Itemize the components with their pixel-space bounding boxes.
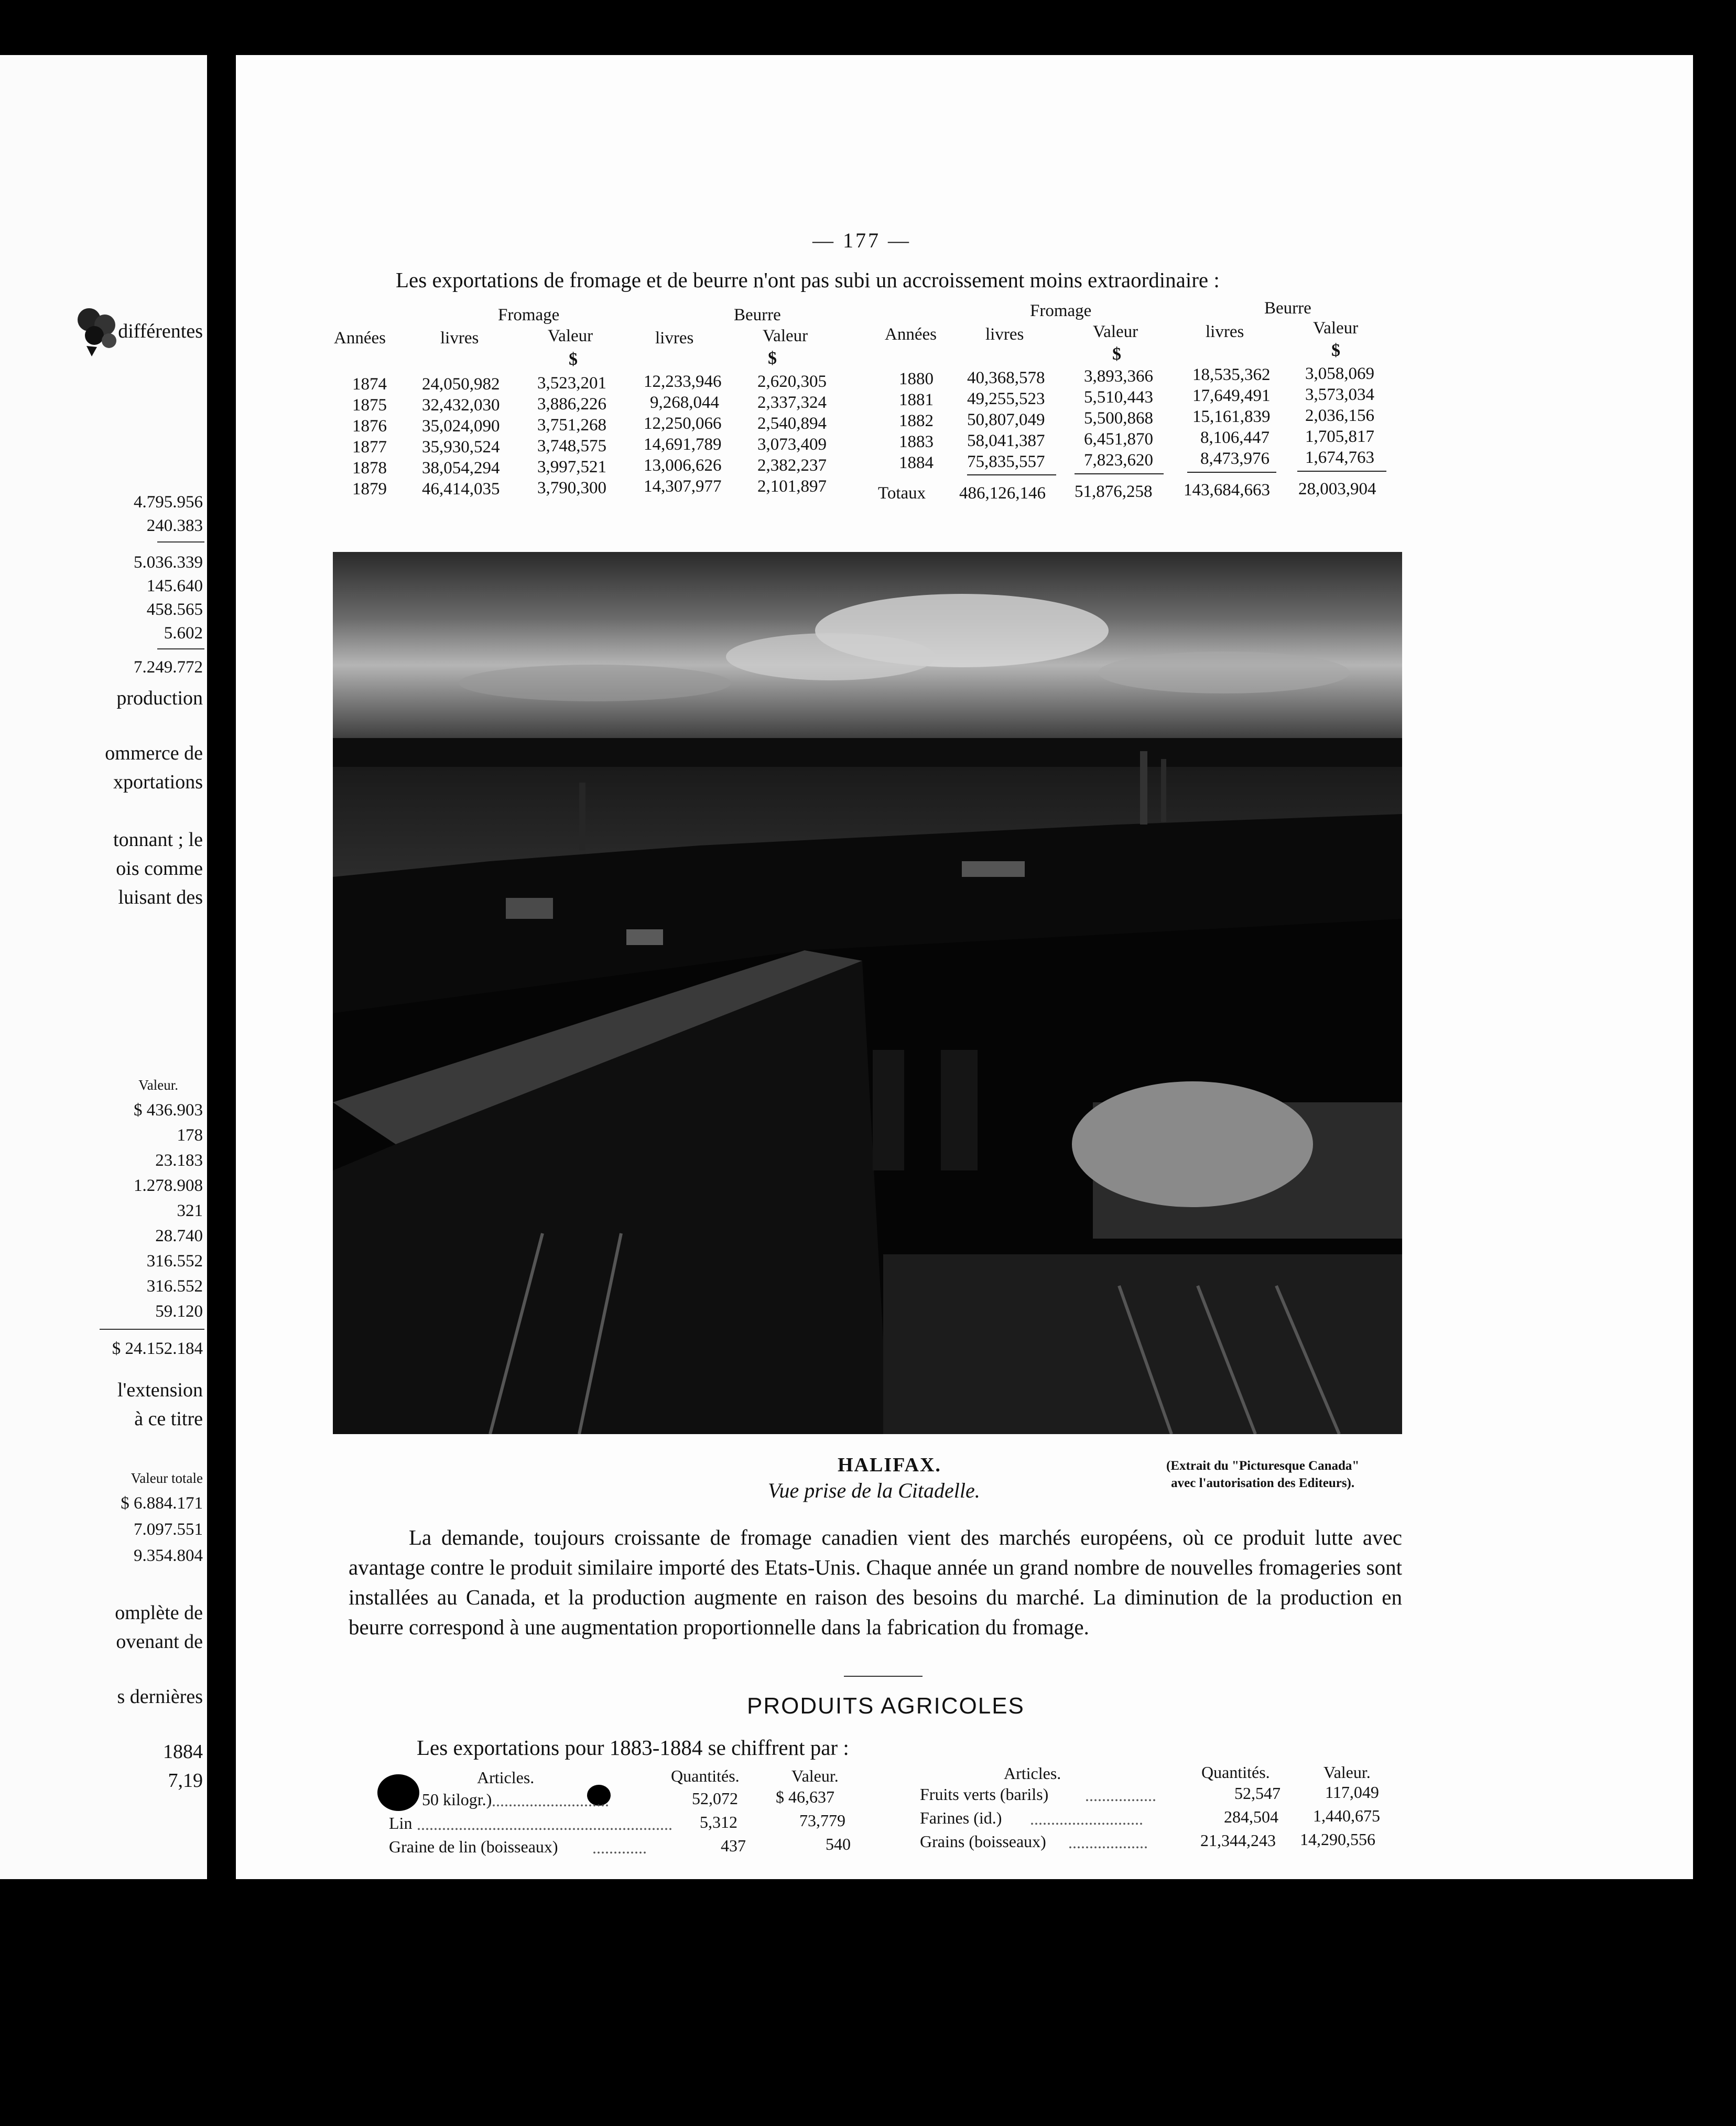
- table-cell: 1,674,763: [1305, 448, 1374, 467]
- table-cell-year: 1884: [899, 453, 934, 472]
- total-cell: 28,003,904: [1298, 480, 1376, 498]
- left-column-header: Valeur.: [138, 1077, 178, 1093]
- dot-leader: .............................................................: [417, 1815, 672, 1834]
- column-header-valeur: Valeur.: [1323, 1763, 1371, 1782]
- body-paragraph: [349, 1523, 1402, 1642]
- table-cell-quantite: 5,312: [700, 1813, 737, 1831]
- flower-ornament-icon: [68, 304, 126, 367]
- group-header-beurre: Beurre: [1264, 299, 1311, 318]
- table-cell-valeur: 73,779: [799, 1811, 845, 1830]
- dollar-sign: $: [569, 350, 578, 369]
- left-number: $ 6.884.171: [121, 1494, 203, 1513]
- left-number: 240.383: [146, 516, 203, 535]
- table-cell: 14,307,977: [644, 477, 722, 496]
- table-cell-article: 50 kilogr.): [422, 1790, 492, 1809]
- left-number: 7.249.772: [134, 658, 203, 677]
- photo-credit-line: avec l'autorisation des Editeurs).: [1171, 1476, 1355, 1490]
- section-heading: PRODUITS AGRICOLES: [747, 1693, 1025, 1719]
- table-cell: 3,748,575: [537, 437, 606, 455]
- group-header-beurre: Beurre: [734, 306, 781, 324]
- left-number: 9.354.804: [134, 1546, 203, 1565]
- left-number: 321: [177, 1201, 203, 1220]
- left-text-line: 7,19: [168, 1770, 203, 1792]
- main-page: [236, 55, 1693, 1879]
- left-text-line: à ce titre: [134, 1408, 203, 1430]
- table-cell-year: 1880: [899, 370, 934, 388]
- table-cell: 32,432,030: [422, 396, 500, 415]
- table-cell-quantite: 21,344,243: [1200, 1831, 1276, 1850]
- section-divider: [844, 1676, 923, 1677]
- column-header-valeur: Valeur: [548, 327, 593, 345]
- photo-artwork: [333, 552, 1402, 1434]
- table-cell-valeur: $ 46,637: [776, 1787, 834, 1806]
- column-header-valeur: Valeur: [763, 327, 808, 345]
- table-cell: 35,930,524: [422, 438, 500, 457]
- table-cell-year: 1874: [352, 375, 387, 394]
- table-cell: 18,535,362: [1192, 365, 1271, 384]
- left-text-line: tonnant ; le: [113, 829, 203, 851]
- column-header-valeur: Valeur: [1313, 319, 1359, 338]
- dollar-sign: $: [1331, 341, 1340, 360]
- table-cell: 75,835,557: [967, 452, 1045, 471]
- sum-rule: [1187, 472, 1276, 473]
- table-cell-year: 1881: [899, 391, 934, 409]
- table-cell: 8,473,976: [1200, 449, 1270, 468]
- table-cell: 3,997,521: [537, 458, 606, 476]
- left-text-line: s dernières: [117, 1686, 203, 1708]
- column-header-quantites: Quantités.: [671, 1766, 740, 1785]
- table-cell-article: Graine de lin (boisseaux): [389, 1837, 558, 1856]
- left-text-line: différentes: [118, 320, 203, 342]
- table-cell: 3,790,300: [537, 479, 606, 497]
- left-text-line: omplète de: [115, 1602, 203, 1624]
- page-number: — 177 —: [812, 229, 911, 252]
- total-cell: 143,684,663: [1184, 481, 1270, 500]
- dot-leader: .............................: [487, 1791, 609, 1810]
- left-text-line: ommerce de: [105, 742, 203, 764]
- table-cell-year: 1875: [352, 396, 387, 415]
- dot-leader: .............: [592, 1838, 647, 1857]
- table-cell: 2,382,237: [757, 456, 827, 475]
- table-cell-year: 1876: [352, 417, 387, 436]
- table-cell: 2,620,305: [757, 372, 827, 391]
- table-cell: 12,233,946: [644, 372, 722, 391]
- left-number: 59.120: [155, 1302, 203, 1321]
- table-cell: 3,073,409: [757, 435, 827, 454]
- table-cell: 17,649,491: [1192, 386, 1271, 405]
- left-number: 316.552: [146, 1252, 203, 1271]
- left-number: 458.565: [146, 600, 203, 619]
- left-column-header: Valeur totale: [131, 1470, 203, 1486]
- table-cell-year: 1878: [352, 459, 387, 478]
- left-rule: [100, 1329, 204, 1330]
- sum-rule: [1075, 473, 1164, 474]
- column-header-livres: livres: [985, 325, 1024, 344]
- dot-leader: ...........................: [1030, 1809, 1143, 1828]
- left-number: 5.036.339: [134, 553, 203, 572]
- table-cell-quantite: 437: [721, 1836, 746, 1855]
- intro-sentence: Les exportations de fromage et de beurre n'ont pas subi un accroissement moins extraordinaire :: [396, 268, 1220, 292]
- dot-leader: ...................: [1068, 1833, 1148, 1852]
- left-text-line: l'extension: [117, 1379, 203, 1401]
- group-header-fromage: Fromage: [1030, 301, 1092, 320]
- table-cell-year: 1883: [899, 432, 934, 451]
- table-cell-valeur: 14,290,556: [1300, 1830, 1375, 1849]
- table-cell: 3,523,201: [537, 374, 606, 393]
- exports-sentence: Les exportations pour 1883-1884 se chiffrent par :: [417, 1735, 849, 1760]
- left-number: 7.097.551: [134, 1520, 203, 1539]
- table-cell-quantite: 284,504: [1224, 1807, 1278, 1826]
- sum-rule: [1297, 471, 1386, 472]
- table-cell-article: Fruits verts (barils): [920, 1785, 1049, 1804]
- table-cell-year: 1882: [899, 411, 934, 430]
- left-rule: [157, 648, 204, 649]
- group-header-fromage: Fromage: [498, 306, 560, 324]
- left-number: 178: [177, 1126, 203, 1145]
- table-cell: 5,510,443: [1084, 388, 1153, 407]
- photo-credit-line: (Extrait du "Picturesque Canada": [1166, 1459, 1360, 1473]
- table-cell-valeur: 1,440,675: [1313, 1806, 1380, 1825]
- left-number: 28.740: [155, 1227, 203, 1245]
- left-text-line: luisant des: [118, 886, 203, 908]
- column-header-annees: Années: [334, 329, 386, 348]
- table-cell-quantite: 52,072: [692, 1789, 738, 1808]
- table-cell: 13,006,626: [644, 456, 722, 475]
- table-cell-quantite: 52,547: [1234, 1784, 1281, 1803]
- body-paragraph-text: La demande, toujours croissante de fromage canadien vient des marchés européens, où ce produit lutte avec avantage contre le produit similaire importé des Etats-Unis. Chaque année un grand nombre de nouvelles fromageries sont installées au Canada, et la production augmente en raison des besoins du marché. La diminution de la production en beurre correspond à une augmentation proportionnelle dans la fabrication du fromage.: [349, 1525, 1402, 1639]
- total-cell: 486,126,146: [959, 484, 1046, 503]
- column-header-articles: Articles.: [1004, 1764, 1061, 1783]
- table-cell: 2,540,894: [757, 414, 827, 433]
- table-cell: 12,250,066: [644, 414, 722, 433]
- table-cell: 15,161,839: [1192, 407, 1271, 426]
- sum-rule: [967, 474, 1056, 475]
- table-cell: 9,268,044: [650, 393, 719, 412]
- table-cell: 14,691,789: [644, 435, 722, 454]
- left-number: 5.602: [164, 624, 203, 643]
- left-number: 23.183: [155, 1151, 203, 1170]
- table-cell: 3,893,366: [1084, 367, 1153, 386]
- left-text-line: production: [116, 687, 203, 709]
- table-cell: 50,807,049: [967, 410, 1045, 429]
- table-cell: 3,058,069: [1305, 364, 1374, 383]
- column-header-articles: Articles.: [477, 1768, 535, 1787]
- table-cell-article: Lin: [389, 1814, 413, 1832]
- left-text-line: ois comme: [116, 858, 203, 880]
- table-cell: 6,451,870: [1084, 430, 1153, 449]
- column-header-annees: Années: [885, 325, 937, 344]
- left-number: $ 436.903: [134, 1101, 203, 1120]
- table-cell: 3,573,034: [1305, 385, 1374, 404]
- table-cell: 2,101,897: [757, 477, 827, 496]
- left-text-line: ovenant de: [116, 1631, 203, 1653]
- table-cell: 8,106,447: [1200, 428, 1270, 447]
- table-cell-valeur: 117,049: [1325, 1783, 1379, 1802]
- total-cell: 51,876,258: [1075, 482, 1153, 501]
- dollar-sign: $: [768, 349, 777, 368]
- photo-credit: [1166, 1457, 1359, 1492]
- table-cell: 24,050,982: [422, 375, 500, 394]
- column-header-valeur: Valeur.: [791, 1766, 839, 1785]
- table-cell: 7,823,620: [1084, 451, 1153, 470]
- left-rule: [157, 541, 204, 543]
- left-number: 4.795.956: [134, 493, 203, 512]
- table-cell: 3,751,268: [537, 416, 606, 435]
- table-cell: 38,054,294: [422, 459, 500, 478]
- ink-blot: [377, 1774, 419, 1811]
- table-cell-article: Grains (boisseaux): [920, 1832, 1046, 1851]
- table-cell: 1,705,817: [1305, 427, 1374, 446]
- table-cell: 35,024,090: [422, 417, 500, 436]
- left-text-line: xportations: [113, 771, 203, 793]
- table-cell-year: 1879: [352, 480, 387, 498]
- table-cell-valeur: 540: [826, 1835, 851, 1853]
- halifax-citadel-photo: [333, 552, 1402, 1434]
- table-cell: 2,337,324: [757, 393, 827, 412]
- table-cell: 46,414,035: [422, 480, 500, 498]
- book-gutter: [207, 55, 236, 1879]
- table-cell: 5,500,868: [1084, 409, 1153, 428]
- table-cell: 58,041,387: [967, 431, 1045, 450]
- table-cell: 49,255,523: [967, 389, 1045, 408]
- dot-leader: .................: [1085, 1786, 1156, 1805]
- table-cell: 2,036,156: [1305, 406, 1374, 425]
- column-header-quantites: Quantités.: [1201, 1763, 1270, 1782]
- column-header-livres: livres: [440, 329, 479, 348]
- dollar-sign: $: [1112, 344, 1121, 364]
- left-number: 316.552: [146, 1277, 203, 1296]
- photo-subtitle: Vue prise de la Citadelle.: [768, 1479, 980, 1502]
- left-number: 1.278.908: [134, 1176, 203, 1195]
- column-header-livres: livres: [1206, 322, 1244, 341]
- column-header-valeur: Valeur: [1093, 322, 1138, 341]
- photo-title: HALIFAX.: [838, 1454, 941, 1476]
- table-cell-year: 1877: [352, 438, 387, 457]
- left-number: $ 24.152.184: [112, 1339, 203, 1358]
- left-partial-page: [0, 55, 207, 1879]
- left-number: 145.640: [146, 577, 203, 595]
- column-header-livres: livres: [655, 329, 694, 348]
- left-text-line: 1884: [163, 1741, 203, 1763]
- table-cell: 3,886,226: [537, 395, 606, 414]
- table-cell-article: Farines (id.): [920, 1808, 1002, 1827]
- totals-label: Totaux: [878, 484, 926, 503]
- table-cell: 40,368,578: [967, 368, 1045, 387]
